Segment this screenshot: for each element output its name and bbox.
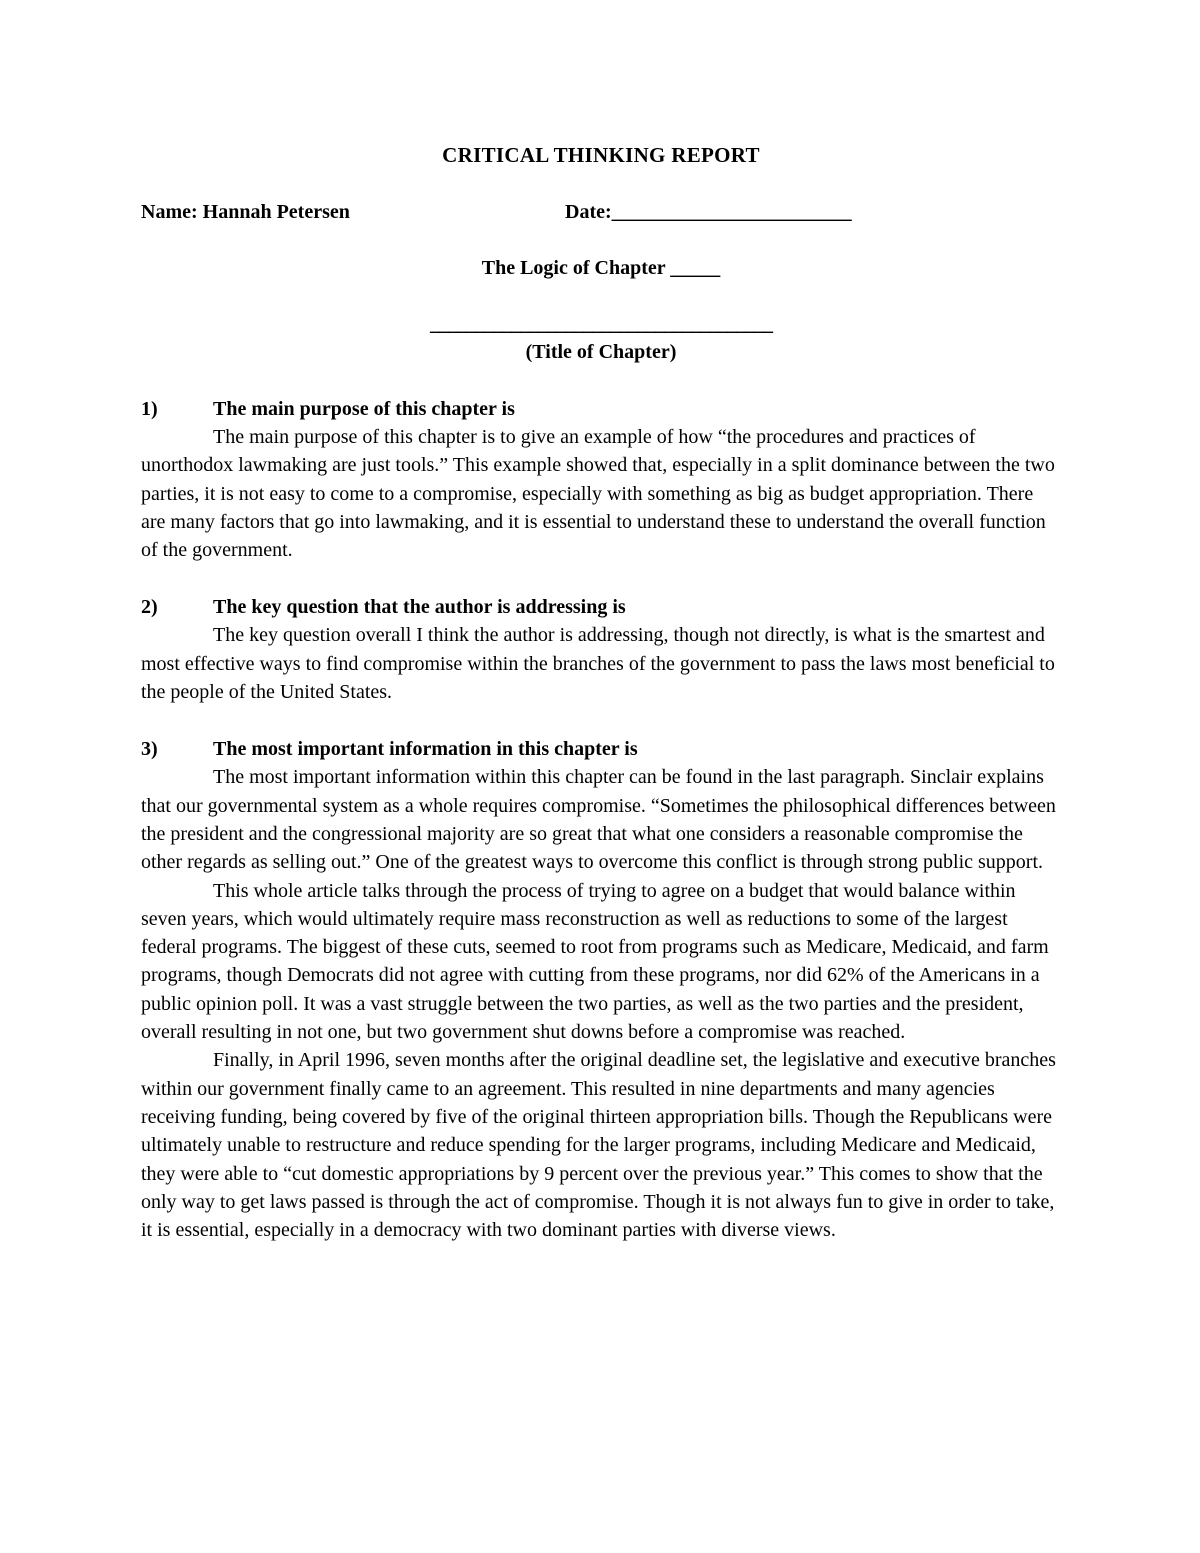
section-number: 1)	[141, 398, 158, 420]
section-heading	[141, 735, 1061, 763]
section-heading-text: The key question that the author is addressing is	[213, 596, 626, 619]
section-heading	[141, 395, 1061, 423]
section-number: 2)	[141, 596, 158, 619]
section-important-information	[141, 735, 1061, 1244]
section-heading-text: The main purpose of this chapter is	[213, 398, 515, 420]
date-field: Date:________________________	[565, 201, 852, 223]
chapter-logic-line: The Logic of Chapter _____	[481, 257, 721, 279]
report-title: CRITICAL THINKING REPORT	[442, 143, 760, 167]
section-number: 3)	[141, 738, 158, 761]
section-main-purpose	[141, 395, 1061, 564]
student-name: Name: Hannah Petersen	[141, 201, 350, 223]
chapter-title-caption: (Title of Chapter)	[525, 341, 677, 363]
section-heading	[141, 593, 1061, 621]
section-paragraph: The most important information within this chapter can be found in the last paragraph. Sinclair explains that our governmental system as a whole requires compromise. “Sometimes the philosophical differences between the president and the congressional majority are so great that what one considers a reasonable compromise the other regards as selling out.” One of the greatest ways to overcome this conflict is through strong public support.	[141, 766, 1056, 874]
chapter-title-blank: ______________________________________	[430, 313, 772, 335]
section-paragraph: The key question overall I think the author is addressing, though not directly, is what is the smartest and most effective ways to find compromise within the branches of the government to pass the laws most beneficial to the people of the United States.	[141, 624, 1055, 704]
section-paragraph: This whole article talks through the process of trying to agree on a budget that would balance within seven years, which would ultimately require mass reconstruction as well as reductions to some of the largest federal programs. The biggest of these cuts, seemed to root from programs such as Medicare, Medicaid, and farm programs, though Democrats did not agree with cutting from these programs, nor did 62% of the Americans in a public opinion poll. It was a vast struggle between the two parties, as well as the two parties and the president, overall resulting in not one, but two government shut downs before a compromise was reached.	[141, 879, 1049, 1044]
header-fields	[141, 198, 1061, 226]
document-body	[141, 141, 1061, 1244]
section-paragraph: The main purpose of this chapter is to give an example of how “the procedures and practices of unorthodox lawmaking are just tools.” This example showed that, especially in a split dominance between the two parties, it is not easy to come to a compromise, especially with something as big as budget appropriation. There are many factors that go into lawmaking, and it is essential to understand these to understand the overall function of the government.	[141, 426, 1055, 562]
section-heading-text: The most important information in this chapter is	[213, 738, 638, 761]
section-paragraph: Finally, in April 1996, seven months after the original deadline set, the legislative and executive branches within our government finally came to an agreement. This resulted in nine departments and many agencies receiving funding, being covered by five of the original thirteen appropriation bills. Though the Republicans were ultimately unable to restructure and reduce spending for the larger programs, including Medicare and Medicaid, they were able to “cut domestic appropriations by 9 percent over the previous year.” This comes to show that the only way to get laws passed is through the act of compromise. Though it is not always fun to give in order to take, it is essential, especially in a democracy with two dominant parties with diverse views.	[141, 1049, 1056, 1242]
section-key-question	[141, 593, 1061, 706]
